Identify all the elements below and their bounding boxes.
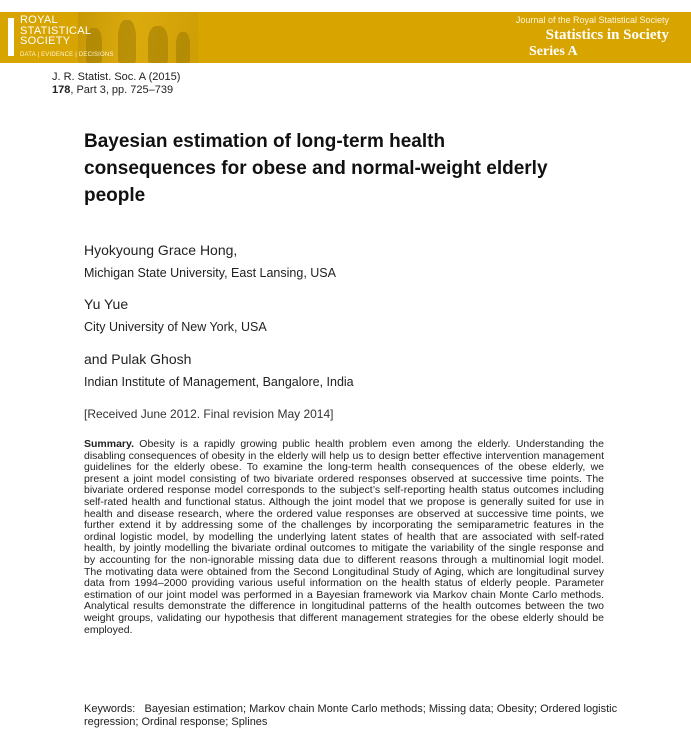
journal-series: Series A [529,44,578,59]
author-3-name: and Pulak Ghosh [84,351,192,367]
citation-pages: , Part 3, pp. 725–739 [70,84,174,96]
author-2-affiliation: City University of New York, USA [84,320,267,334]
author-1-affiliation: Michigan State University, East Lansing, USA [84,266,336,280]
journal-title: Statistics in Society [545,27,669,43]
author-2-name: Yu Yue [84,296,129,312]
journal-society-name: Journal of the Royal Statistical Society [515,15,669,25]
keywords-label: Keywords: [84,703,136,715]
citation [52,71,180,97]
citation-volume: 178 [52,84,71,96]
citation-line-2 [52,84,180,97]
citation-line-1: J. R. Statist. Soc. A (2015) [52,71,181,83]
keywords [84,703,624,728]
rss-logo-text: ROYAL STATISTICAL SOCIETY [20,14,92,47]
author-1-name: Hyokyoung Grace Hong, [84,242,238,258]
received-dates: [Received June 2012. Final revision May 2014] [84,407,334,421]
journal-banner [0,12,691,63]
abstract [84,439,604,636]
rss-logo-tagline: DATA | EVIDENCE | DECISIONS [20,52,114,58]
keywords-text: Bayesian estimation; Markov chain Monte Carlo methods; Missing data; Obesity; Ordered logistic regression; Ordinal response; Splines [84,703,618,728]
rss-logo-mark [8,18,14,56]
abstract-label: Summary. [84,438,134,450]
author-3-affiliation: Indian Institute of Management, Bangalore, India [84,375,354,389]
paper-title: Bayesian estimation of long-term health consequences for obese and normal-weight elderly people [84,131,548,206]
abstract-text: Obesity is a rapidly growing public health problem even among the elderly. Understanding the disabling consequences of obesity in the elderly will help us to design better effective intervention management guidelines for the elderly obese. To examine the long-term health consequences of the obese elderly, we present a joint model consisting of two bivariate ordered responses observed at successive time points. The bivariate ordered response model corresponds to the subject’s self-reporting health status outcomes including self-rated health and functional status. Although the joint model that we propose is generally suited for use in health and disease research, where the ordered value responses are observed at successive time points, we further extend it by addressing some of the challenges by incorporating the semiparametric features in the ordinal logistic model, by modelling the underlying latent states of health that are associated with self-rated health, by jointly modelling the bivariate ordinal outcomes to mitigate the variability of the single response and by accounting for the non-ignorable missing data due to different reasons through a multinomial logit model. The motivating data were obtained from the Second Longitudinal Study of Aging, which are longitudinal survey data from 1994–2000 providing various useful information on the health status of elderly people. Parameter estimation of our joint model was performed in a Bayesian framework via Markov chain Monte Carlo methods. Analytical results demonstrate the difference in longitudinal patterns of the health outcomes between the two weight groups, validating our hypothesis that different management strategies for the obese elderly should be employed. [84,438,604,636]
